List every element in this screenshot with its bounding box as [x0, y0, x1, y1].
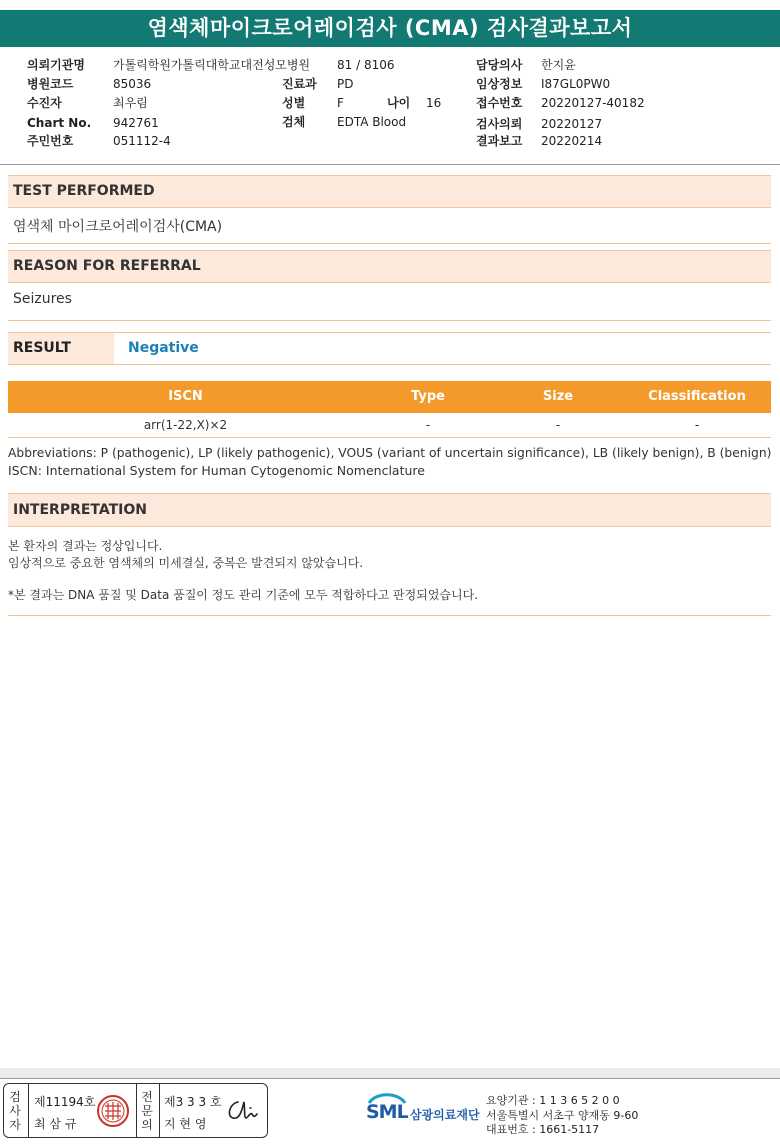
department-label: 진료과 — [282, 77, 317, 91]
iscn-column-header: ISCN — [168, 389, 203, 404]
interpretation-note: *본 결과는 DNA 품질 및 Data 품질이 정도 관리 기준에 모두 적합하다고 판정되었습니다. — [8, 588, 479, 602]
logo-text: SML — [366, 1101, 408, 1123]
test-performed-heading: TEST PERFORMED — [8, 175, 771, 208]
cell-divider — [159, 1084, 160, 1137]
label-char: 문 — [141, 1104, 153, 1118]
classification-column-header: Classification — [648, 389, 746, 404]
hospital-code-value: 85036 — [113, 77, 152, 91]
sex-value: F — [337, 96, 344, 110]
cell-divider — [136, 1084, 137, 1137]
department-value: PD — [337, 77, 354, 91]
official-seal-icon — [96, 1094, 130, 1128]
test-performed-text: 염색체 마이크로어레이검사(CMA) — [13, 219, 223, 235]
iscn-note: ISCN: International System for Human Cytogenomic Nomenclature — [8, 463, 425, 478]
interpretation-line: 임상적으로 중요한 염색체의 미세결실, 중복은 발견되지 않았습니다. — [8, 556, 364, 570]
type-cell: - — [425, 418, 431, 432]
organization-name: 삼광의료재단 — [410, 1108, 480, 1122]
size-cell: - — [555, 418, 561, 432]
specialist-label — [138, 1090, 156, 1132]
ward-value: 81 / 8106 — [337, 58, 395, 72]
report-date-value: 20220214 — [541, 134, 603, 148]
divider — [8, 615, 771, 616]
sml-logo — [366, 1090, 408, 1128]
header-divider — [0, 164, 780, 165]
signature-box — [3, 1083, 268, 1138]
inspector-name: 최 삼 규 — [34, 1117, 77, 1131]
specimen-value: EDTA Blood — [337, 115, 407, 129]
table-row — [8, 413, 771, 437]
classification-cell: - — [694, 418, 700, 432]
cell-divider — [28, 1084, 29, 1137]
hospital-code-label: 병원코드 — [27, 77, 74, 91]
patient-name-value: 최우림 — [113, 96, 148, 110]
label-char: 검 — [9, 1090, 21, 1104]
receipt-no-value: 20220127-40182 — [541, 96, 645, 110]
requesting-institution-value: 가톨릭학원가톨릭대학교대전성모병원 — [113, 58, 311, 72]
receipt-no-label: 접수번호 — [476, 96, 523, 110]
organization-address: 서울특별시 서초구 양재동 9-60 — [486, 1109, 639, 1122]
patient-name-label: 수진자 — [27, 96, 62, 110]
requesting-institution-label: 의뢰기관명 — [27, 58, 85, 72]
clinical-info-label: 임상정보 — [476, 77, 523, 91]
footer-divider — [0, 1078, 780, 1079]
inspector-license-no: 제11194호 — [34, 1095, 96, 1109]
result-table-header — [8, 381, 771, 413]
label-char: 전 — [141, 1090, 153, 1104]
interpretation-heading: INTERPRETATION — [8, 493, 771, 527]
care-institution-no: 요양기관 : 1 1 3 6 5 2 0 0 — [486, 1094, 620, 1107]
divider — [8, 332, 771, 333]
inspector-label — [7, 1090, 23, 1132]
footer-band — [0, 1068, 780, 1078]
divider — [8, 437, 771, 438]
clinical-info-value: I87GL0PW0 — [541, 77, 611, 91]
chart-no-value: 942761 — [113, 116, 159, 130]
referral-heading: REASON FOR REFERRAL — [8, 250, 771, 283]
abbreviations-note: Abbreviations: P (pathogenic), LP (likely pathogenic), VOUS (variant of uncertain significance), LB (likely benign), B (benign) — [8, 446, 772, 460]
request-date-label: 검사의뢰 — [476, 117, 523, 131]
resident-no-label: 주민번호 — [27, 134, 74, 148]
age-value: 16 — [426, 96, 442, 110]
age-label: 나이 — [387, 96, 411, 110]
referral-text: Seizures — [13, 291, 72, 307]
result-value: Negative — [128, 340, 199, 356]
iscn-cell: arr(1-22,X)×2 — [143, 418, 228, 432]
specimen-label: 검체 — [282, 115, 306, 129]
result-label: RESULT — [8, 333, 114, 364]
divider — [8, 243, 771, 244]
signature-icon — [224, 1096, 262, 1126]
specialist-name: 지 현 영 — [164, 1117, 207, 1131]
report-title: 염색체마이크로어레이검사 (CMA) 검사결과보고서 — [0, 10, 780, 47]
label-char: 자 — [9, 1118, 21, 1132]
divider — [8, 320, 771, 321]
doctor-label: 담당의사 — [476, 58, 523, 72]
request-date-value: 20220127 — [541, 117, 603, 131]
chart-no-label: Chart No. — [27, 116, 92, 130]
interpretation-line: 본 환자의 결과는 정상입니다. — [8, 539, 163, 553]
sex-label: 성별 — [282, 96, 306, 110]
size-column-header: Size — [542, 389, 574, 404]
label-char: 사 — [9, 1104, 21, 1118]
label-char: 의 — [141, 1118, 153, 1132]
organization-phone: 대표번호 : 1661-5117 — [486, 1123, 600, 1136]
resident-no-value: 051112-4 — [113, 134, 171, 148]
type-column-header: Type — [411, 389, 445, 404]
doctor-value: 한지윤 — [541, 58, 576, 72]
specialist-license-no: 제3 3 3 호 — [164, 1095, 222, 1109]
report-date-label: 결과보고 — [476, 134, 523, 148]
divider — [8, 364, 771, 365]
